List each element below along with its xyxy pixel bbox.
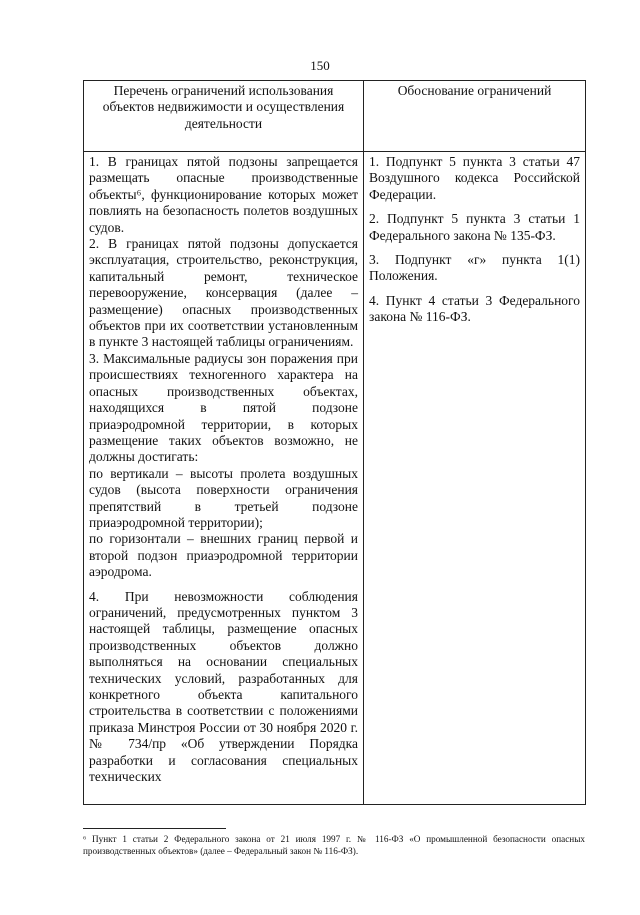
restriction-item-4: 4. При невозможности соблюдения ограничений, предусмотренных пунктом 3 настоящей таблицы, размещение опасных производственных объектов должно выполняться на основании специальных технических условий, разработанных для конкретного объекта капитального строительства в соответствии с положениями приказа Минстроя России от 30 ноября 2020 г. № 734/пр «Об утверждении Порядка разработки и согласования специальных технических [89,588,358,785]
justification-item-4: 4. Пункт 4 статьи 3 Федерального закона № 116-ФЗ. [369,292,580,325]
footnote-divider [83,828,226,829]
justification-item-3: 3. Подпункт «г» пункта 1(1) Положения. [369,252,580,284]
restriction-item-1: 1. В границах пятой подзоны запрещается размещать опасные производственные объекты⁶, функционирование которых может повлиять на безопасность полетов воздушных судов. [89,154,358,235]
restrictions-table [83,80,586,805]
table-row [84,152,586,805]
restriction-item-2: 2. В границах пятой подзоны допускается эксплуатация, строительство, реконструкция, капитальный ремонт, техническое перевооружение, консервация (далее – размещение) опасных производственных объектов при их соответствии установленным в пункте 3 настоящей таблицы ограничениям. [89,236,358,350]
justifications-cell [364,152,586,805]
justification-item-2: 2. Подпункт 5 пункта 3 статьи 1 Федерального закона № 135-ФЗ. [369,211,580,243]
header-justification: Обоснование ограничений [364,81,586,152]
justification-item-1: 1. Подпункт 5 пункта 3 статьи 47 Воздушного кодекса Российской Федерации. [369,154,580,202]
table-header-row [84,81,586,152]
header-restrictions-list: Перечень ограничений использования объектов недвижимости и осуществления деятельности [84,81,364,152]
footnote-6: ⁶ Пункт 1 статьи 2 Федерального закона от 21 июля 1997 г. № 116-ФЗ «О промышленной безопасности опасных производственных объектов» (далее – Федеральный закон № 116-ФЗ). [83,834,585,856]
restriction-item-3-horizontal: по горизонтали – внешних границ первой и второй подзон приаэродромной территории аэродрома. [89,531,358,580]
page-number: 150 [310,58,330,73]
restriction-item-3-vertical: по вертикали – высоты пролета воздушных судов (высота поверхности ограничения препятствий в третьей подзоне приаэродромной территории); [89,465,358,530]
restrictions-cell [84,152,364,805]
restriction-item-3: 3. Максимальные радиусы зон поражения при происшествиях техногенного характера на опасных производственных объектах, находящихся в пятой подзоне приаэродромной территории, в которых размещение таких объектов возможно, не должны достигать: [89,350,358,465]
